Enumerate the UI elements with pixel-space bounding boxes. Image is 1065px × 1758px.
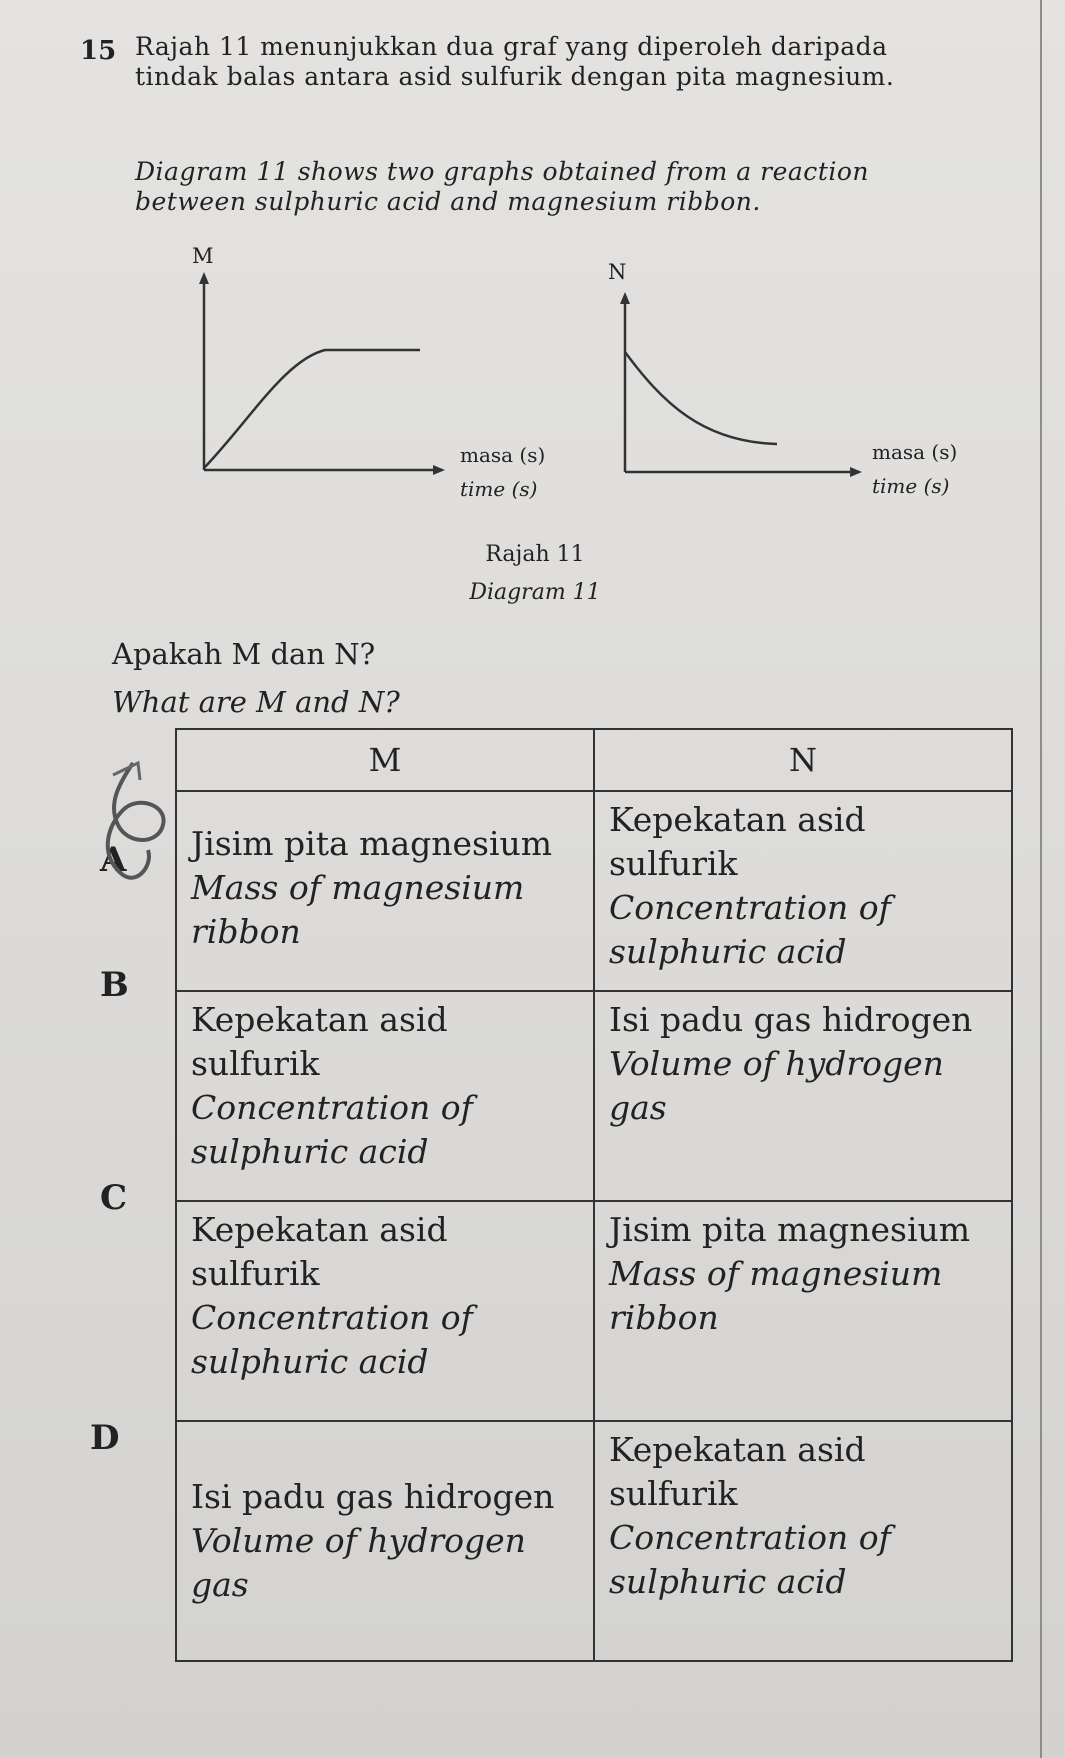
graph-n-y-label: N [608, 260, 627, 284]
option-b-n-malay: Isi padu gas hidrogen [609, 1000, 973, 1039]
option-d-n-cell [594, 1421, 1012, 1661]
diagram-caption-malay: Rajah 11 [485, 542, 585, 567]
graph-n-y-arrow [620, 292, 630, 304]
option-c-n-english: Mass of magnesium ribbon [609, 1254, 943, 1337]
option-d-m-cell [176, 1421, 594, 1661]
option-d-m-malay: Isi padu gas hidrogen [191, 1477, 555, 1516]
option-letter-c[interactable]: C [100, 1178, 128, 1218]
graph-n-x-label-malay: masa (s) [872, 440, 958, 464]
graph-n-x-arrow [850, 467, 862, 477]
question-stem-english: Diagram 11 shows two graphs obtained from a reaction between sulphuric acid and magnesium ribbon. [135, 157, 870, 216]
option-row-b[interactable] [176, 991, 1012, 1201]
option-row-a[interactable] [176, 791, 1012, 991]
option-b-m-malay: Kepekatan asid sulfurik [191, 1000, 448, 1083]
graph-m [190, 270, 450, 500]
option-c-m-english: Concentration of sulphuric acid [191, 1298, 473, 1381]
options-table-header [176, 729, 1012, 791]
prompt-english: What are M and N? [112, 685, 400, 719]
option-c-n-malay: Jisim pita magnesium [609, 1210, 971, 1249]
options-table [175, 728, 1013, 1662]
pencil-scribble-mark [78, 755, 188, 905]
option-c-m-malay: Kepekatan asid sulfurik [191, 1210, 448, 1293]
graph-m-x-label-malay: masa (s) [460, 443, 546, 467]
question-number: 15 [80, 36, 117, 66]
graph-m-y-arrow [199, 272, 209, 284]
option-d-m-english: Volume of hydrogen gas [191, 1521, 526, 1604]
option-letter-b[interactable]: B [100, 965, 129, 1005]
option-row-c[interactable] [176, 1201, 1012, 1421]
column-header-n: N [594, 729, 1012, 791]
prompt-malay: Apakah M dan N? [112, 637, 376, 671]
option-c-m-cell [176, 1201, 594, 1421]
graph-n-x-label-english: time (s) [872, 474, 950, 498]
option-b-n-english: Volume of hydrogen gas [609, 1044, 944, 1127]
graph-n-curve [625, 352, 777, 444]
option-b-n-cell [594, 991, 1012, 1201]
graph-m-x-arrow [433, 465, 445, 475]
option-a-m-english: Mass of magnesium ribbon [191, 868, 525, 951]
option-a-n-cell [594, 791, 1012, 991]
page-margin-line [1040, 0, 1042, 1758]
option-d-n-english: Concentration of sulphuric acid [609, 1518, 891, 1601]
question-stem-malay: Rajah 11 menunjukkan dua graf yang diperoleh daripada tindak balas antara asid sulfurik dengan pita magnesium. [135, 32, 895, 91]
diagram-caption-english: Diagram 11 [469, 580, 601, 605]
option-d-n-malay: Kepekatan asid sulfurik [609, 1430, 866, 1513]
graph-m-curve [204, 350, 420, 468]
option-a-n-english: Concentration of sulphuric acid [609, 888, 891, 971]
option-c-n-cell [594, 1201, 1012, 1421]
option-b-m-english: Concentration of sulphuric acid [191, 1088, 473, 1171]
option-letter-a[interactable]: A [100, 840, 127, 880]
graph-n [612, 292, 872, 492]
option-row-d[interactable] [176, 1421, 1012, 1661]
option-a-m-malay: Jisim pita magnesium [191, 824, 553, 863]
option-letter-d[interactable]: D [90, 1418, 120, 1458]
option-b-m-cell [176, 991, 594, 1201]
graph-m-y-label: M [192, 244, 214, 268]
column-header-m: M [176, 729, 594, 791]
option-a-n-malay: Kepekatan asid sulfurik [609, 800, 866, 883]
option-a-m-cell [176, 791, 594, 991]
graph-m-x-label-english: time (s) [460, 477, 538, 501]
